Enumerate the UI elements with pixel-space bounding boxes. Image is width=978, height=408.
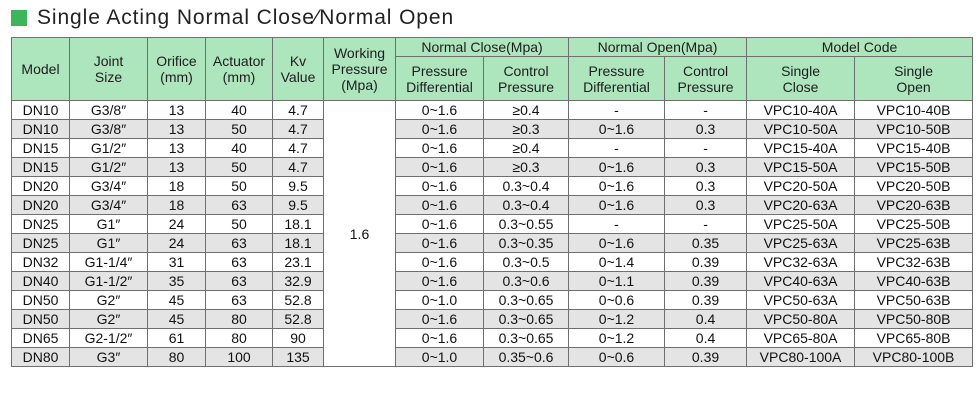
cell-nc-control-pressure: 0.3~0.65 xyxy=(484,310,569,329)
cell-actuator: 100 xyxy=(206,348,273,367)
cell-model-code-open: VPC15-50B xyxy=(855,158,973,177)
cell-actuator: 80 xyxy=(206,310,273,329)
page-title: Single Acting Normal Close⁄Normal Open xyxy=(37,6,455,29)
header-single-open: Single Open xyxy=(855,57,973,101)
cell-orifice: 31 xyxy=(148,253,206,272)
header-nc-pressure-differential: Pressure Differential xyxy=(396,57,484,101)
cell-nc-pressure-differential: 0~1.6 xyxy=(396,158,484,177)
header-no-control-pressure: Control Pressure xyxy=(665,57,747,101)
cell-no-pressure-differential: 0~1.1 xyxy=(569,272,665,291)
cell-model-code-close: VPC10-50A xyxy=(747,120,855,139)
table-row xyxy=(12,234,973,253)
cell-no-control-pressure: 0.3 xyxy=(665,158,747,177)
cell-model-code-open: VPC15-40B xyxy=(855,139,973,158)
cell-actuator: 40 xyxy=(206,101,273,120)
cell-model-code-close: VPC32-63A xyxy=(747,253,855,272)
cell-joint-size: G1/2″ xyxy=(70,139,148,158)
cell-no-pressure-differential: 0~1.6 xyxy=(569,158,665,177)
table-row xyxy=(12,139,973,158)
cell-no-pressure-differential: 0~1.6 xyxy=(569,177,665,196)
cell-no-control-pressure: 0.3 xyxy=(665,196,747,215)
cell-nc-control-pressure: 0.3~0.4 xyxy=(484,196,569,215)
cell-joint-size: G1/2″ xyxy=(70,158,148,177)
cell-actuator: 63 xyxy=(206,253,273,272)
cell-orifice: 13 xyxy=(148,120,206,139)
cell-orifice: 24 xyxy=(148,234,206,253)
cell-actuator: 63 xyxy=(206,272,273,291)
cell-nc-pressure-differential: 0~1.6 xyxy=(396,196,484,215)
cell-working-pressure: 1.6 xyxy=(324,101,396,367)
cell-nc-control-pressure: ≥0.3 xyxy=(484,158,569,177)
table-row xyxy=(12,329,973,348)
cell-no-pressure-differential: - xyxy=(569,215,665,234)
cell-orifice: 61 xyxy=(148,329,206,348)
table-row xyxy=(12,196,973,215)
cell-model-code-close: VPC10-40A xyxy=(747,101,855,120)
cell-nc-control-pressure: 0.3~0.5 xyxy=(484,253,569,272)
header-actuator: Actuator (mm) xyxy=(206,38,273,101)
table-row xyxy=(12,120,973,139)
cell-joint-size: G3/8″ xyxy=(70,101,148,120)
header-normal-close: Normal Close(Mpa) xyxy=(396,38,569,57)
cell-nc-control-pressure: 0.3~0.65 xyxy=(484,291,569,310)
cell-nc-control-pressure: ≥0.4 xyxy=(484,139,569,158)
title-row xyxy=(11,3,454,33)
cell-nc-control-pressure: 0.3~0.55 xyxy=(484,215,569,234)
table-row xyxy=(12,177,973,196)
spec-table-body xyxy=(12,101,973,367)
header-kv-value: Kv Value xyxy=(273,38,324,101)
cell-joint-size: G3/4″ xyxy=(70,196,148,215)
cell-no-pressure-differential: 0~0.6 xyxy=(569,348,665,367)
cell-model-code-close: VPC25-50A xyxy=(747,215,855,234)
cell-no-control-pressure: 0.4 xyxy=(665,329,747,348)
cell-nc-pressure-differential: 0~1.6 xyxy=(396,234,484,253)
cell-nc-pressure-differential: 0~1.6 xyxy=(396,177,484,196)
cell-kv-value: 4.7 xyxy=(273,101,324,120)
cell-no-control-pressure: 0.35 xyxy=(665,234,747,253)
cell-joint-size: G2″ xyxy=(70,310,148,329)
table-row xyxy=(12,291,973,310)
cell-no-control-pressure: 0.3 xyxy=(665,177,747,196)
cell-joint-size: G2-1/2″ xyxy=(70,329,148,348)
cell-nc-pressure-differential: 0~1.6 xyxy=(396,272,484,291)
cell-model-code-close: VPC50-63A xyxy=(747,291,855,310)
cell-actuator: 63 xyxy=(206,291,273,310)
cell-orifice: 80 xyxy=(148,348,206,367)
cell-actuator: 50 xyxy=(206,215,273,234)
cell-model-code-close: VPC40-63A xyxy=(747,272,855,291)
cell-model-code-open: VPC40-63B xyxy=(855,272,973,291)
cell-no-pressure-differential: 0~1.2 xyxy=(569,329,665,348)
cell-no-control-pressure: 0.39 xyxy=(665,253,747,272)
cell-model: DN50 xyxy=(12,291,70,310)
cell-kv-value: 18.1 xyxy=(273,215,324,234)
cell-kv-value: 90 xyxy=(273,329,324,348)
cell-model: DN50 xyxy=(12,310,70,329)
cell-model: DN25 xyxy=(12,234,70,253)
header-working-pressure: Working Pressure (Mpa) xyxy=(324,38,396,101)
cell-actuator: 63 xyxy=(206,196,273,215)
header-model-code: Model Code xyxy=(747,38,973,57)
cell-actuator: 50 xyxy=(206,158,273,177)
cell-model: DN80 xyxy=(12,348,70,367)
cell-model-code-open: VPC50-63B xyxy=(855,291,973,310)
cell-no-pressure-differential: - xyxy=(569,139,665,158)
header-single-close: Single Close xyxy=(747,57,855,101)
cell-model-code-open: VPC20-63B xyxy=(855,196,973,215)
cell-model-code-open: VPC20-50B xyxy=(855,177,973,196)
cell-nc-pressure-differential: 0~1.6 xyxy=(396,139,484,158)
cell-model-code-close: VPC50-80A xyxy=(747,310,855,329)
cell-no-pressure-differential: 0~1.6 xyxy=(569,234,665,253)
cell-joint-size: G1-1/2″ xyxy=(70,272,148,291)
cell-kv-value: 52.8 xyxy=(273,291,324,310)
cell-kv-value: 4.7 xyxy=(273,158,324,177)
cell-model: DN10 xyxy=(12,120,70,139)
cell-model-code-open: VPC32-63B xyxy=(855,253,973,272)
header-normal-open: Normal Open(Mpa) xyxy=(569,38,747,57)
cell-kv-value: 32.9 xyxy=(273,272,324,291)
cell-orifice: 35 xyxy=(148,272,206,291)
cell-orifice: 13 xyxy=(148,158,206,177)
cell-actuator: 80 xyxy=(206,329,273,348)
cell-nc-control-pressure: ≥0.3 xyxy=(484,120,569,139)
cell-model-code-open: VPC10-50B xyxy=(855,120,973,139)
cell-nc-pressure-differential: 0~1.6 xyxy=(396,253,484,272)
table-row xyxy=(12,253,973,272)
title-bullet-icon xyxy=(11,10,27,26)
cell-model: DN32 xyxy=(12,253,70,272)
spec-table xyxy=(11,37,973,367)
cell-nc-control-pressure: 0.3~0.4 xyxy=(484,177,569,196)
cell-nc-control-pressure: 0.3~0.65 xyxy=(484,329,569,348)
cell-no-control-pressure: 0.3 xyxy=(665,120,747,139)
cell-nc-control-pressure: 0.3~0.35 xyxy=(484,234,569,253)
cell-joint-size: G1″ xyxy=(70,215,148,234)
cell-model-code-close: VPC20-63A xyxy=(747,196,855,215)
cell-nc-pressure-differential: 0~1.6 xyxy=(396,120,484,139)
cell-orifice: 45 xyxy=(148,310,206,329)
cell-model-code-open: VPC25-50B xyxy=(855,215,973,234)
cell-orifice: 45 xyxy=(148,291,206,310)
cell-orifice: 13 xyxy=(148,139,206,158)
cell-joint-size: G3/4″ xyxy=(70,177,148,196)
cell-model: DN20 xyxy=(12,177,70,196)
cell-model: DN15 xyxy=(12,139,70,158)
cell-model-code-close: VPC15-50A xyxy=(747,158,855,177)
cell-model-code-close: VPC65-80A xyxy=(747,329,855,348)
cell-nc-pressure-differential: 0~1.0 xyxy=(396,291,484,310)
cell-model-code-open: VPC50-80B xyxy=(855,310,973,329)
table-row xyxy=(12,310,973,329)
cell-no-pressure-differential: 0~1.2 xyxy=(569,310,665,329)
cell-model: DN10 xyxy=(12,101,70,120)
table-row xyxy=(12,158,973,177)
cell-kv-value: 18.1 xyxy=(273,234,324,253)
cell-model-code-open: VPC80-100B xyxy=(855,348,973,367)
cell-no-control-pressure: 0.4 xyxy=(665,310,747,329)
cell-no-control-pressure: 0.39 xyxy=(665,291,747,310)
cell-actuator: 50 xyxy=(206,177,273,196)
cell-orifice: 24 xyxy=(148,215,206,234)
cell-joint-size: G3″ xyxy=(70,348,148,367)
cell-no-pressure-differential: 0~1.6 xyxy=(569,120,665,139)
cell-actuator: 63 xyxy=(206,234,273,253)
cell-joint-size: G1-1/4″ xyxy=(70,253,148,272)
cell-no-pressure-differential: 0~0.6 xyxy=(569,291,665,310)
cell-model-code-open: VPC25-63B xyxy=(855,234,973,253)
cell-model: DN15 xyxy=(12,158,70,177)
table-row xyxy=(12,348,973,367)
cell-model: DN65 xyxy=(12,329,70,348)
cell-model-code-close: VPC25-63A xyxy=(747,234,855,253)
cell-no-pressure-differential: 0~1.4 xyxy=(569,253,665,272)
cell-kv-value: 135 xyxy=(273,348,324,367)
cell-nc-control-pressure: 0.3~0.6 xyxy=(484,272,569,291)
header-orifice: Orifice (mm) xyxy=(148,38,206,101)
cell-model-code-open: VPC10-40B xyxy=(855,101,973,120)
cell-model-code-close: VPC80-100A xyxy=(747,348,855,367)
cell-kv-value: 9.5 xyxy=(273,177,324,196)
cell-no-pressure-differential: - xyxy=(569,101,665,120)
cell-joint-size: G1″ xyxy=(70,234,148,253)
table-row xyxy=(12,272,973,291)
cell-nc-pressure-differential: 0~1.6 xyxy=(396,101,484,120)
cell-no-control-pressure: 0.39 xyxy=(665,348,747,367)
cell-kv-value: 52.8 xyxy=(273,310,324,329)
cell-orifice: 13 xyxy=(148,101,206,120)
cell-no-pressure-differential: 0~1.6 xyxy=(569,196,665,215)
header-model: Model xyxy=(12,38,70,101)
cell-orifice: 18 xyxy=(148,177,206,196)
cell-nc-pressure-differential: 0~1.6 xyxy=(396,215,484,234)
table-row xyxy=(12,101,973,120)
cell-nc-control-pressure: 0.35~0.6 xyxy=(484,348,569,367)
cell-nc-pressure-differential: 0~1.6 xyxy=(396,329,484,348)
cell-kv-value: 9.5 xyxy=(273,196,324,215)
cell-model: DN20 xyxy=(12,196,70,215)
cell-joint-size: G2″ xyxy=(70,291,148,310)
cell-no-control-pressure: - xyxy=(665,139,747,158)
header-joint-size: Joint Size xyxy=(70,38,148,101)
cell-model-code-close: VPC20-50A xyxy=(747,177,855,196)
header-no-pressure-differential: Pressure Differential xyxy=(569,57,665,101)
cell-nc-pressure-differential: 0~1.0 xyxy=(396,348,484,367)
cell-nc-control-pressure: ≥0.4 xyxy=(484,101,569,120)
cell-model-code-close: VPC15-40A xyxy=(747,139,855,158)
cell-no-control-pressure: - xyxy=(665,101,747,120)
cell-no-control-pressure: - xyxy=(665,215,747,234)
cell-model: DN40 xyxy=(12,272,70,291)
cell-joint-size: G3/8″ xyxy=(70,120,148,139)
cell-model-code-open: VPC65-80B xyxy=(855,329,973,348)
cell-nc-pressure-differential: 0~1.6 xyxy=(396,310,484,329)
header-nc-control-pressure: Control Pressure xyxy=(484,57,569,101)
cell-kv-value: 4.7 xyxy=(273,139,324,158)
cell-actuator: 50 xyxy=(206,120,273,139)
cell-no-control-pressure: 0.39 xyxy=(665,272,747,291)
cell-orifice: 18 xyxy=(148,196,206,215)
cell-actuator: 40 xyxy=(206,139,273,158)
cell-kv-value: 4.7 xyxy=(273,120,324,139)
cell-model: DN25 xyxy=(12,215,70,234)
table-row xyxy=(12,215,973,234)
cell-kv-value: 23.1 xyxy=(273,253,324,272)
